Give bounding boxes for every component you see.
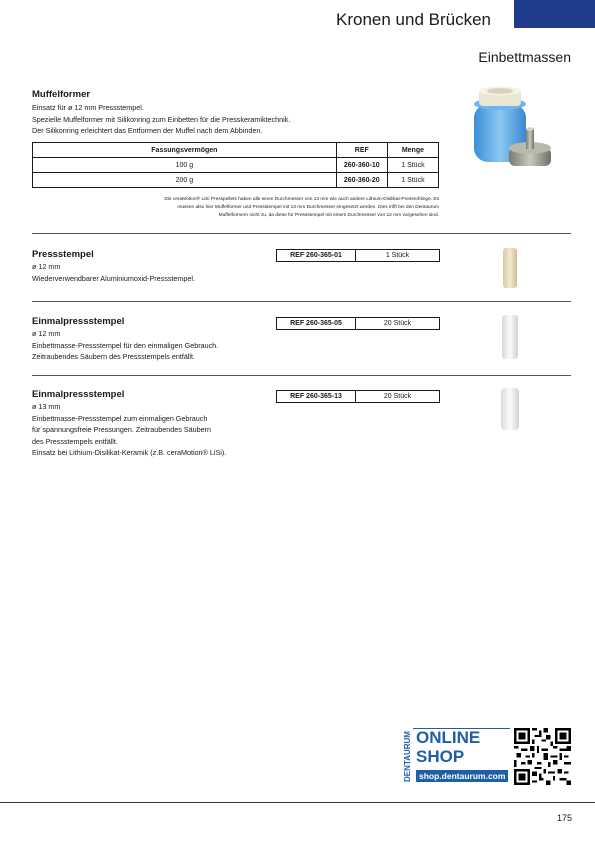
description-line: Einbettmasse-Pressstempel für den einmaligen Gebrauch. — [32, 340, 219, 350]
ref-box — [276, 390, 440, 403]
product-title-muffelformer: Muffelformer — [32, 89, 91, 100]
shop-url-link[interactable]: shop.dentaurum.com — [416, 770, 508, 782]
product-description — [32, 401, 226, 459]
qr-code-icon[interactable] — [514, 728, 571, 785]
cell-ref: 260-360-20 — [336, 173, 387, 188]
table-row — [33, 173, 439, 188]
description-line: ø 12 mm — [32, 329, 61, 338]
page-number: 175 — [556, 813, 572, 823]
dentaurum-brand-vertical — [392, 728, 418, 783]
description-line: Einsatz für ø 12 mm Pressstempel. — [32, 103, 144, 112]
footnote-line: Muffelformern nicht zu, da diese für Pressstempel mit einem Durchmesser von 12 mm vorgesehen sind. — [218, 212, 439, 218]
spec-table — [32, 142, 439, 188]
ref-box — [276, 317, 440, 330]
description-line: ø 13 mm — [32, 402, 61, 411]
product-description — [32, 261, 195, 284]
product-title-pressstempel: Pressstempel — [32, 249, 94, 260]
product-description — [32, 328, 218, 363]
col-header: Fassungsvermögen — [33, 143, 337, 158]
section-title: Einbettmassen — [478, 49, 571, 65]
table-row — [33, 158, 439, 173]
description-line: Einsatz bei Lithium-Disilikat-Keramik (z.B. ceraMotion® LiSi). — [32, 448, 227, 457]
footnote-line: müssen also hier Muffelformer und Pressstempel mit 13 mm Durchmesser eingesetzt werden. Dies trifft bei den Dentaurum — [177, 204, 439, 210]
table-header-row — [33, 143, 439, 158]
chapter-title: Kronen und Brücken — [336, 10, 491, 29]
divider — [32, 301, 571, 302]
description-line: ø 12 mm — [32, 262, 61, 271]
footnote — [60, 196, 439, 219]
footer-divider — [0, 802, 595, 803]
pressstempel-image — [500, 246, 520, 290]
footnote-line: Die ceraMotion® LiSi Presspellets haben alle einen Durchmesser von 13 mm wie auch andere Lithium-Disilikat-Pressrohlinge. Es — [164, 197, 439, 202]
product-title-einmalpressstempel-13: Einmalpressstempel — [32, 389, 125, 400]
col-header: Menge — [387, 143, 438, 158]
description-line: für spannungsfreie Pressungen. Zeitraubendes Säubern — [32, 425, 212, 434]
divider — [32, 233, 571, 234]
col-header: REF — [336, 143, 387, 158]
product-title-einmalpressstempel-12: Einmalpressstempel — [32, 316, 125, 327]
shop-shop-label[interactable]: SHOP — [416, 747, 465, 766]
cell-quantity: 1 Stück — [387, 158, 438, 173]
description-line: des Pressstempels entfällt. — [32, 436, 118, 446]
divider — [32, 375, 571, 376]
description-line: Wiederverwendbarer Aluminiumoxid-Pressstempel. — [32, 273, 195, 283]
muffelformer-image — [462, 82, 562, 182]
ref-quantity: 20 Stück — [383, 320, 412, 327]
ref-number: REF 260-365-05 — [277, 318, 356, 329]
cell-capacity: 100 g — [33, 158, 337, 173]
cell-capacity: 200 g — [33, 173, 337, 188]
ref-number: REF 260-365-13 — [277, 391, 356, 402]
shop-online-label[interactable]: ONLINE — [416, 728, 481, 747]
description-line: Spezielle Muffelformer mit Silikonring zum Einbetten für die Presskeramiktechnik. — [32, 114, 291, 124]
description-line: Zeitraubendes Säubern des Pressstempels entfällt. — [32, 352, 196, 361]
ref-quantity: 1 Stück — [385, 252, 410, 259]
description-line: Einbettmasse-Pressstempel zum einmaligen Gebrauch — [32, 413, 208, 423]
cell-ref: 260-360-10 — [336, 158, 387, 173]
ref-box — [276, 249, 440, 262]
ref-number: REF 260-365-01 — [277, 250, 356, 261]
einmalpressstempel-13-image — [498, 386, 522, 432]
ref-quantity: 20 Stück — [383, 393, 412, 400]
brand-name: DENTAURUM — [403, 731, 412, 782]
description-line: Der Silikonring erleichtert das Entformen der Muffel nach dem Abbinden. — [32, 126, 263, 135]
einmalpressstempel-12-image — [498, 313, 522, 361]
product-description — [32, 102, 290, 137]
chapter-color-tab — [514, 0, 595, 28]
cell-quantity: 1 Stück — [387, 173, 438, 188]
